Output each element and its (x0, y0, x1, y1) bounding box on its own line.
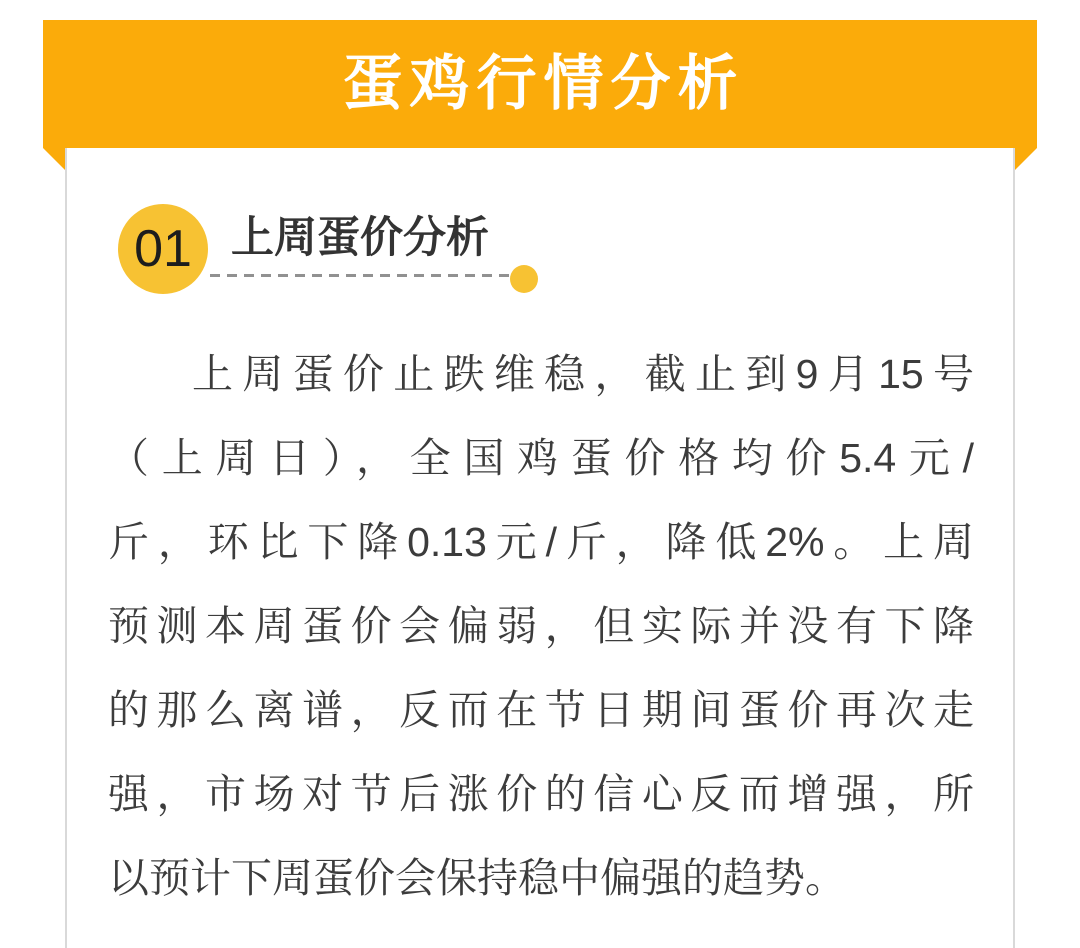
paragraph-line: 强，市场对节后涨价的信心反而增强，所 (108, 771, 974, 817)
paragraph-line: 预测本周蛋价会偏弱，但实际并没有下降 (108, 603, 974, 649)
paragraph-line: 上周蛋价止跌维稳，截止到9月15号 (192, 351, 974, 397)
section-title: 上周蛋价分析 (231, 214, 489, 262)
section-number-badge (118, 204, 208, 294)
paragraph-line: 斤，环比下降0.13元/斤，降低2%。上周 (108, 519, 974, 565)
ribbon-banner (43, 20, 1037, 148)
ribbon-fold-right-icon (1015, 148, 1037, 170)
dashed-divider (210, 274, 510, 277)
body-paragraph (108, 332, 974, 920)
section-number: 01 (134, 220, 192, 278)
paragraph-line: （上周日），全国鸡蛋价格均价5.4元/ (108, 435, 974, 481)
page-title: 蛋鸡行情分析 (342, 50, 745, 117)
ribbon-fold-left-icon (43, 148, 65, 170)
content-card (65, 148, 1015, 948)
paragraph-line: 的那么离谱，反而在节日期间蛋价再次走 (108, 687, 974, 733)
section-header (210, 212, 510, 277)
divider-end-dot-icon (510, 265, 538, 293)
paragraph-line: 以预计下周蛋价会保持稳中偏强的趋势。 (108, 855, 846, 901)
